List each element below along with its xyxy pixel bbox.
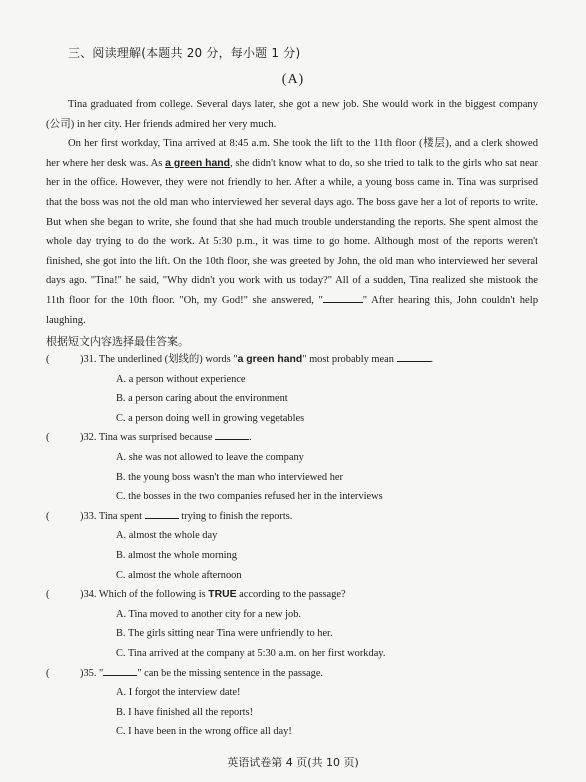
- question-35: [46, 664, 546, 684]
- question-text: " can be the missing sentence in the passage.: [137, 667, 324, 679]
- question-number: )35.: [80, 667, 97, 679]
- question-text: Tina was surprised because: [96, 432, 216, 444]
- question-list: [46, 350, 546, 742]
- answer-paren-open: (: [46, 667, 50, 679]
- question-text: Which of the following is: [96, 589, 209, 601]
- answer-blank: [103, 665, 137, 676]
- option-a: A. I forgot the interview date!: [116, 687, 241, 699]
- question-stem: [80, 428, 252, 448]
- bold-phrase: a green hand: [237, 354, 303, 365]
- instruction: 根据短文内容选择最佳答案。: [46, 335, 189, 348]
- passage-paragraph-1: Tina graduated from college. Several days later, she got a new job. She would work in the biggest company (公司) in her city. Her friends admired her very much.: [46, 99, 538, 130]
- question-stem: [80, 664, 323, 684]
- option-b: B. I have finished all the reports!: [116, 706, 254, 718]
- answer-paren-open: (: [46, 354, 50, 365]
- question-text: according to the passage?: [236, 589, 346, 601]
- question-text: ": [96, 667, 104, 679]
- option-b: B. a person caring about the environment: [116, 393, 288, 405]
- question-text: trying to finish the reports.: [178, 510, 293, 522]
- option-c: C. a person doing well in growing vegetables: [116, 412, 305, 424]
- option-a: A. a person without experience: [116, 373, 246, 385]
- option-c: C. the bosses in the two companies refused her in the interviews: [116, 491, 383, 503]
- question-text: The underlined (划线的) words ": [96, 354, 238, 365]
- question-stem: [80, 585, 346, 605]
- question-stem: [80, 507, 292, 527]
- option-a: A. almost the whole day: [116, 530, 218, 542]
- answer-paren-open: (: [46, 589, 50, 601]
- passage-paragraph-2: [46, 134, 538, 330]
- question-number: )34.: [80, 589, 97, 601]
- option-c: C. Tina arrived at the company at 5:30 a.m. on her first workday.: [116, 647, 386, 659]
- option-a: A. she was not allowed to leave the company: [116, 451, 304, 463]
- question-number: )33.: [80, 510, 97, 522]
- page-footer: 英语试卷第 4 页(共 10 页): [227, 756, 359, 769]
- answer-blank: [323, 292, 363, 303]
- answer-blank: [215, 429, 249, 440]
- question-34: [46, 585, 546, 605]
- option-a: A. Tina moved to another city for a new job.: [116, 608, 301, 620]
- answer-paren-open: (: [46, 432, 50, 444]
- bold-phrase: TRUE: [208, 589, 237, 601]
- question-text: " most probably mean: [302, 354, 397, 365]
- option-b: B. almost the whole morning: [116, 549, 237, 561]
- section-title: 三、阅读理解(本题共 20 分，每小题 1 分): [68, 46, 301, 60]
- question-text: .: [249, 432, 252, 444]
- question-number: )31.: [80, 354, 97, 365]
- answer-blank: [145, 508, 179, 519]
- passage-text: , she didn't know what to do, so she tried to talk to the girls who sat near her in the office. However, they were not friendly to her. After a while, a young boss came in. Tina was surprised that the boss was not the old man who interviewed her several days ago. The boss gave her a lot of reports to write. But when she began to write, she found that she had much trouble understanding the reports. She spent almost the whole day trying to do the work. At 5:30 p.m., it was time to go home. Although most of the reports weren't finished, she got into the lift. On the 10th floor, she was greeted by John, the old man who interviewed her several days ago. "Tina!" he said, "Why didn't you work with us today?" All of a sudden, Tina realized she mistook the 11th floor for the 10th floor. "Oh, my God!" she answered, ": [46, 157, 538, 306]
- passage-text: " After hearing this, John couldn't help laughing.: [46, 294, 538, 326]
- option-b: B. the young boss wasn't the man who interviewed her: [116, 471, 343, 483]
- question-number: )32.: [80, 432, 97, 444]
- question-text: Tina spent: [96, 510, 145, 522]
- option-c: C. I have been in the wrong office all day!: [116, 726, 292, 738]
- answer-paren-open: (: [46, 510, 50, 522]
- passage-text: On her first workday, Tina arrived at 8:45 a.m. She took the lift to the 11th floor (楼层), and a clerk showed her where her desk was. As: [46, 138, 538, 169]
- question-32: [46, 428, 546, 448]
- question-33: [46, 507, 546, 527]
- question-text: .: [430, 354, 434, 365]
- option-c: C. almost the whole afternoon: [116, 569, 242, 581]
- passage-label: (A): [281, 72, 305, 87]
- option-b: B. The girls sitting near Tina were unfriendly to her.: [116, 628, 333, 640]
- question-stem: [80, 350, 433, 370]
- reading-passage: [46, 95, 538, 330]
- question-31: [46, 350, 546, 370]
- underlined-phrase: a green hand: [165, 157, 230, 169]
- answer-blank: [397, 351, 431, 362]
